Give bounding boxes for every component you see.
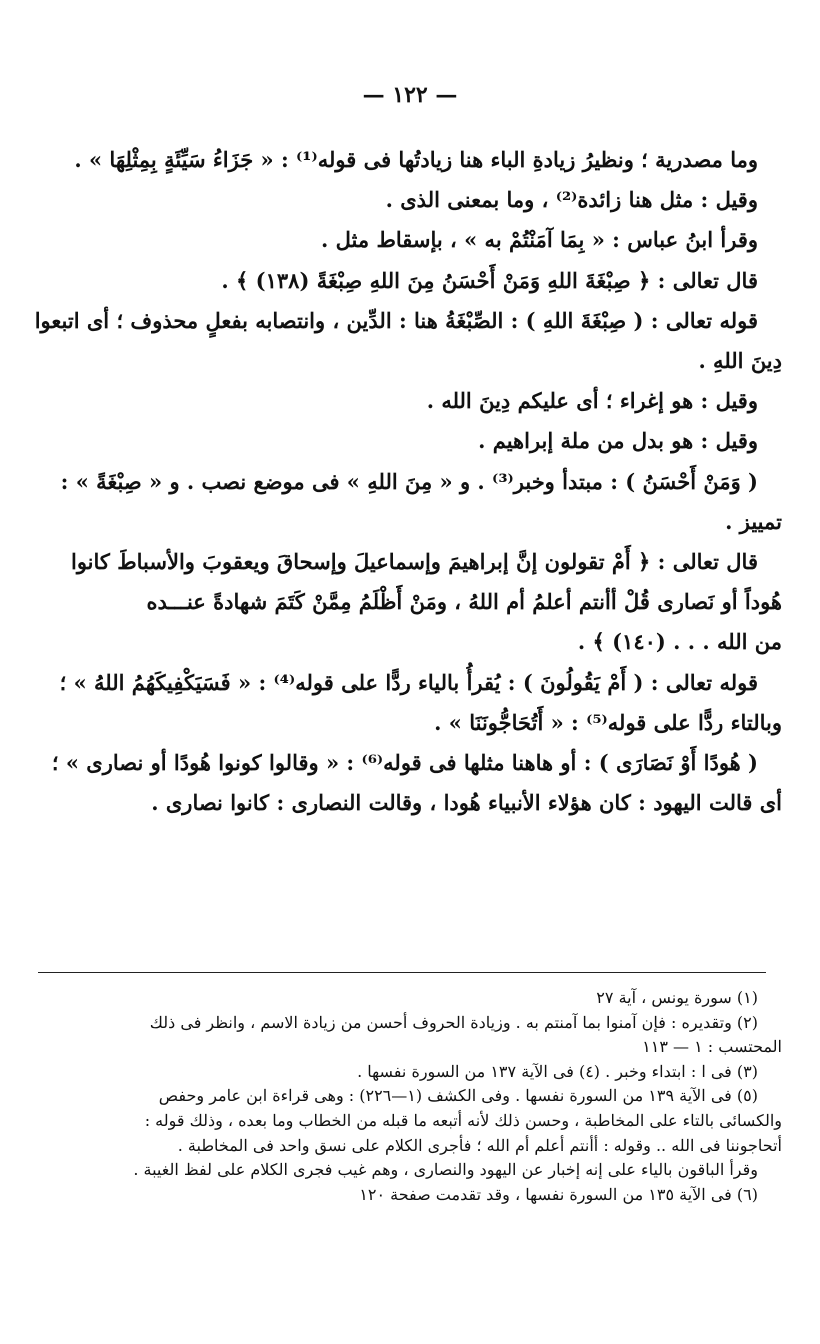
text-line: من الله . . . (١٤٠) ﴾ .: [577, 629, 782, 655]
footnote-line: (١) سورة يونس ، آية ٢٧: [596, 988, 758, 1007]
text-line: وقيل : هو إغراء ؛ أى عليكم دِينَ الله .: [426, 388, 758, 414]
footnote-divider: [38, 972, 766, 973]
text-line: هُوداً أو نَصارى قُلْ أأنتم أعلمُ أم اللهُ ، ومَنْ أَظْلَمُ مِمَّنْ كَتَمَ شهادةً عنـــده: [146, 589, 782, 615]
footnotes: [32, 986, 782, 1207]
text-line: وما مصدرية ؛ ونظيرُ زيادةِ الباء هنا زيادتُها فى قوله⁽¹⁾ : « جَزَاءُ سَيِّئَةٍ بِمِثْلِهَا » .: [74, 147, 758, 172]
text-line: وقرأ ابنُ عباس : « بِمَا آمَنْتُمْ به » ، بإسقاط مثل .: [321, 227, 758, 253]
text-line: وقيل : مثل هنا زائدة⁽²⁾ ، وما بمعنى الذى .: [385, 187, 758, 213]
text-line: ( هُودًا أَوْ نَصَارَى ) : أو هاهنا مثلها فى قوله⁽⁶⁾ : « وقالوا كونوا هُودًا أو نصارى » ؛: [51, 750, 758, 776]
text-line: وبالتاء ردًّا على قوله⁽⁵⁾ : « أَتُحَاجُّونَنَا » .: [434, 709, 782, 735]
text-line: قوله تعالى : ( أَمْ يَقُولُونَ ) : يُقرأُ بالياء ردًّا على قوله⁽⁴⁾ : « فَسَيَكْفِيكَهُمُ اللهُ » ؛: [59, 669, 758, 695]
main-text: [32, 140, 782, 823]
text-line: وقيل : هو بدل من ملة إبراهيم .: [478, 428, 758, 454]
footnote-line: (٥) فى الآية ١٣٩ من السورة نفسها . وفى الكشف (١—٢٢٦) : وهى قراءة ابن عامر وحفص: [158, 1086, 758, 1106]
footnote-line: والكسائى بالتاء على المخاطبة ، وحسن ذلك لأنه أتبعه ما قبله من الخطاب وما بعده ، وذلك قوله :: [144, 1110, 782, 1130]
footnote-line: (٦) فى الآية ١٣٥ من السورة نفسها ، وقد تقدمت صفحة ١٢٠: [359, 1184, 758, 1204]
text-line: قال تعالى : ﴿ صِبْغَةَ اللهِ وَمَنْ أَحْسَنُ مِنَ اللهِ صِبْغَةً (١٣٨) ﴾ .: [221, 267, 758, 293]
page-number: — ١٢٢ —: [362, 82, 458, 108]
footnote-line: وقرأ الباقون بالياء على إنه إخبار عن اليهود والنصارى ، وهم غيب فجرى الكلام على لفظ الغيبة .: [133, 1160, 758, 1180]
footnote-line: المحتسب : ١ — ١١٣: [642, 1037, 782, 1057]
text-line: أى قالت اليهود : كان هؤلاء الأنبياء هُودا ، وقالت النصارى : كانوا نصارى .: [151, 790, 782, 816]
text-line: قوله تعالى : ( صِبْغَةَ اللهِ ) : الصِّبْغَةُ هنا : الدِّين ، وانتصابه بفعلٍ محذوف ؛ أى اتبعوا: [34, 307, 758, 333]
footnote-line: أتحاجوننا فى الله .. وقوله : أأنتم أعلم أم الله ؛ فأجرى الكلام على نسق واحد فى المخاطبة .: [177, 1135, 782, 1155]
text-line: تمييز .: [725, 508, 782, 534]
text-line: ( وَمَنْ أَحْسَنُ ) : مبتدأ وخبر⁽³⁾ . و « مِنَ اللهِ » فى موضع نصب . و « صِبْغَةً » :: [60, 468, 758, 494]
text-line: قال تعالى : ﴿ أَمْ تقولون إنَّ إبراهيمَ وإسماعيلَ وإسحاقَ ويعقوبَ والأسباطَ كانوا: [70, 549, 758, 575]
footnote-line: (٣) فى ا : ابتداء وخبر . (٤) فى الآية ١٣٧ من السورة نفسها .: [357, 1061, 758, 1081]
footnote-line: (٢) وتقديره : فإن آمنوا بما آمنتم به . وزيادة الحروف أحسن من زيادة الاسم ، وانظر فى ذلك: [149, 1012, 758, 1032]
text-line: دِينَ اللهِ .: [698, 348, 782, 374]
